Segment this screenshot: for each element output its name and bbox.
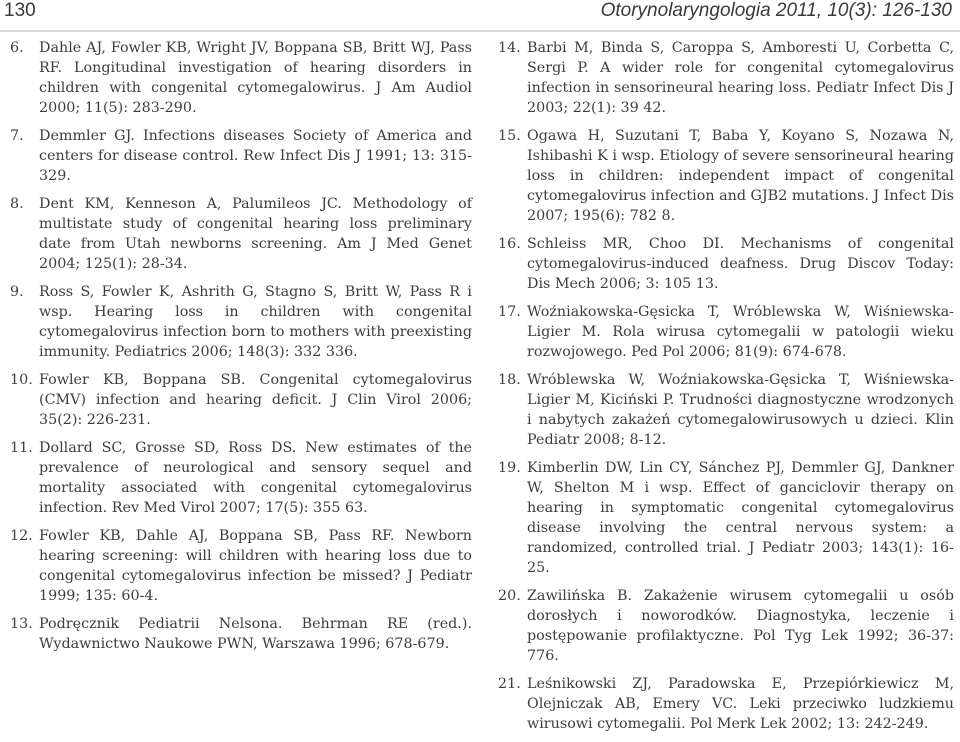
reference-item — [10, 614, 472, 654]
reference-number: 7. — [10, 128, 24, 144]
reference-number: 9. — [10, 284, 24, 300]
page-header — [0, 0, 960, 32]
reference-text: Dollard SC, Grosse SD, Ross DS. New estimates of the prevalence of neurological and sensory sequel and mortality associated with congenital cytomegalovirus infection. Rev Med Virol 2007; 17(5): 355 63. — [39, 440, 472, 516]
reference-item — [10, 194, 472, 274]
reference-text: Dent KM, Kenneson A, Palumileos JC. Methodology of multistate study of congenital hearing loss preliminary date from Utah newborns screening. Am J Med Genet 2004; 125(1): 28-34. — [39, 196, 472, 272]
reference-number: 8. — [10, 196, 24, 212]
journal-citation: Otorynolaryngologia 2011, 10(3): 126-130 — [600, 0, 952, 21]
reference-item — [10, 38, 472, 118]
reference-text: Ross S, Fowler K, Ashrith G, Stagno S, Britt W, Pass R i wsp. Hearing loss in children with congenital cytomegalovirus infection born to mothers with preexisting immunity. Pediatrics 2006; 148(3): 332 336. — [39, 284, 472, 360]
reference-number: 11. — [10, 440, 33, 456]
reference-text: Demmler GJ. Infections diseases Society of America and centers for disease control. Rew Infect Dis J 1991; 13: 315-329. — [39, 128, 472, 184]
reference-item — [10, 526, 472, 606]
reference-text: Leśnikowski ZJ, Paradowska E, Przepiórkiewicz M, Olejniczak AB, Emery VC. Leki przeciwko ludzkiemu wirusowi cytomegalii. Pol Merk Lek 2002; 13: 242-249. — [527, 676, 954, 732]
reference-number: 17. — [498, 304, 521, 320]
reference-text: Fowler KB, Boppana SB. Congenital cytomegalovirus (CMV) infection and hearing deficit. J Clin Virol 2006; 35(2): 226-231. — [39, 372, 472, 428]
reference-item — [498, 370, 954, 450]
reference-item — [498, 38, 954, 118]
references-left-column — [10, 38, 472, 662]
reference-number: 20. — [498, 588, 521, 604]
reference-number: 10. — [10, 372, 33, 388]
reference-item — [498, 586, 954, 666]
reference-text: Fowler KB, Dahle AJ, Boppana SB, Pass RF. Newborn hearing screening: will children with hearing loss due to congenital cytomegalovirus infection be missed? J Pediatr 1999; 135: 60-4. — [39, 528, 472, 604]
reference-text: Wróblewska W, Woźniakowska-Gęsicka T, Wiśniewska-Ligier M, Kiciński P. Trudności diagnostyczne wrodzonych i nabytych zakażeń cytomegalowirusowych u dzieci. Klin Pediatr 2008; 8-12. — [527, 372, 954, 448]
reference-item — [10, 282, 472, 362]
reference-number: 21. — [498, 676, 521, 692]
reference-text: Ogawa H, Suzutani T, Baba Y, Koyano S, Nozawa N, Ishibashi K i wsp. Etiology of severe sensorineural hearing loss in children: independent impact of congenital cytomegalovirus infection and GJB2 mutations. J Infect Dis 2007; 195(6): 782 8. — [527, 128, 954, 224]
reference-item — [10, 370, 472, 430]
reference-text: Kimberlin DW, Lin CY, Sánchez PJ, Demmler GJ, Dankner W, Shelton M i wsp. Effect of ganciclovir therapy on hearing in symptomatic congenital cytomegalovirus disease involving the central nervous system: a randomized, controlled trial. J Pediatr 2003; 143(1): 16-25. — [527, 460, 954, 576]
reference-text: Dahle AJ, Fowler KB, Wright JV, Boppana SB, Britt WJ, Pass RF. Longitudinal investigation of hearing disorders in children with congenital cytomegalowirus. J Am Audiol 2000; 11(5): 283-290. — [39, 40, 472, 116]
reference-item — [498, 234, 954, 294]
reference-item — [498, 458, 954, 578]
reference-item — [10, 438, 472, 518]
reference-number: 14. — [498, 40, 521, 56]
reference-number: 18. — [498, 372, 521, 388]
reference-item — [498, 674, 954, 734]
references-right-column — [498, 38, 954, 742]
reference-text: Woźniakowska-Gęsicka T, Wróblewska W, Wiśniewska-Ligier M. Rola wirusa cytomegalii w patologii wieku rozwojowego. Ped Pol 2006; 81(9): 674-678. — [527, 304, 954, 360]
reference-item — [498, 126, 954, 226]
reference-text: Podręcznik Pediatrii Nelsona. Behrman RE (red.). Wydawnictwo Naukowe PWN, Warszawa 1996; 678-679. — [39, 616, 472, 652]
reference-number: 12. — [10, 528, 33, 544]
reference-number: 13. — [10, 616, 33, 632]
reference-text: Schleiss MR, Choo DI. Mechanisms of congenital cytomegalovirus-induced deafness. Drug Discov Today: Dis Mech 2006; 3: 105 13. — [527, 236, 954, 292]
reference-text: Zawilińska B. Zakażenie wirusem cytomegalii u osób dorosłych i noworodków. Diagnostyka, leczenie i postępowanie profilaktyczne. Pol Tyg Lek 1992; 36-37: 776. — [527, 588, 954, 664]
reference-item — [10, 126, 472, 186]
reference-number: 15. — [498, 128, 521, 144]
reference-number: 16. — [498, 236, 521, 252]
reference-number: 19. — [498, 460, 521, 476]
reference-item — [498, 302, 954, 362]
reference-text: Barbi M, Binda S, Caroppa S, Amboresti U, Corbetta C, Sergi P. A wider role for congenital cytomegalovirus infection in sensorineural hearing loss. Pediatr Infect Dis J 2003; 22(1): 39 42. — [527, 40, 954, 116]
page-number: 130 — [4, 0, 36, 21]
reference-number: 6. — [10, 40, 24, 56]
